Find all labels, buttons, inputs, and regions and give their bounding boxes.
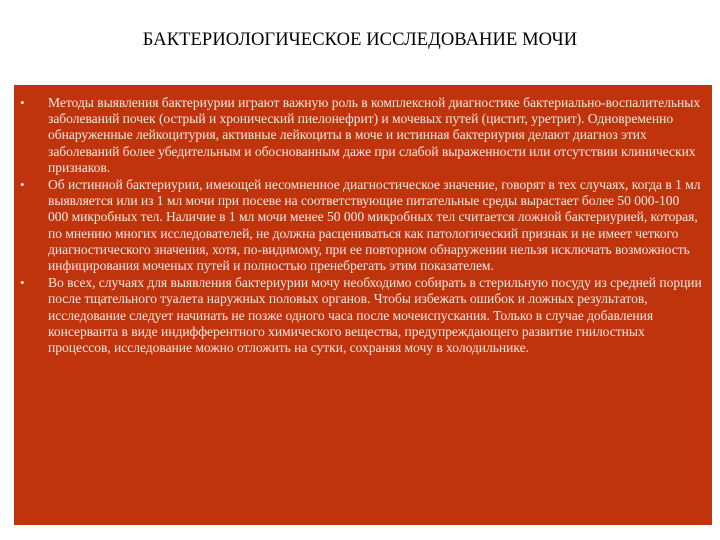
content-panel [14, 85, 712, 525]
bullet-text: Методы выявления бактериурии играют важную роль в комплексной диагностике бактериально-воспалительных заболеваний почек (острый и хронический пиелонефрит) и мочевых путей (цистит, уретрит). Одновременно обнаруженные лейкоцитурия, активные лейкоциты в моче и истинная бактериурия делают диагноз этих заболеваний более убедительным и обоснованным даже при слабой выраженности или отсутствии клинических признаков. [48, 95, 701, 175]
bullet-item-2 [14, 177, 712, 274]
bullet-item-3 [14, 275, 712, 356]
bullet-dot-icon: • [20, 177, 25, 193]
bullet-dot-icon: • [20, 275, 25, 291]
bullet-item-1 [14, 95, 712, 176]
bullet-text: Во всех, случаях для выявления бактериурии мочу необходимо собирать в стерильную посуду из средней порции после тщательного туалета наружных половых органов. Чтобы избежать ошибок и ложных результатов, исследование следует начинать не позже одного часа после мочеиспускания. Только в случае добавления консерванта в виде индифферентного химического вещества, предупреждающего развитие гнилостных процессов, исследование можно отложить на сутки, сохраняя мочу в холодильнике. [48, 275, 702, 356]
bullet-text: Об истинной бактериурии, имеющей несомненное диагностическое значение, говорят в тех случаях, когда в 1 мл выявляется или из 1 мл мочи при посеве на соответствующие питательные среды вырастает более 50 000-100 000 микробных тел. Наличие в 1 мл мочи менее 50 000 микробных тел считается ложной бактериурией, которая, по мнению многих исследователей, не должна расцениваться как патологический признак и не имеет четкого диагностического значения, хотя, по-видимому, при ее повторном обнаружении нельзя исключать возможность инфицирования моченых путей и полностью пренебрегать этим показателем. [48, 177, 701, 274]
bullet-list [14, 95, 712, 356]
slide-title: БАКТЕРИОЛОГИЧЕСКОЕ ИССЛЕДОВАНИЕ МОЧИ [142, 30, 578, 50]
bullet-dot-icon: • [20, 95, 25, 110]
